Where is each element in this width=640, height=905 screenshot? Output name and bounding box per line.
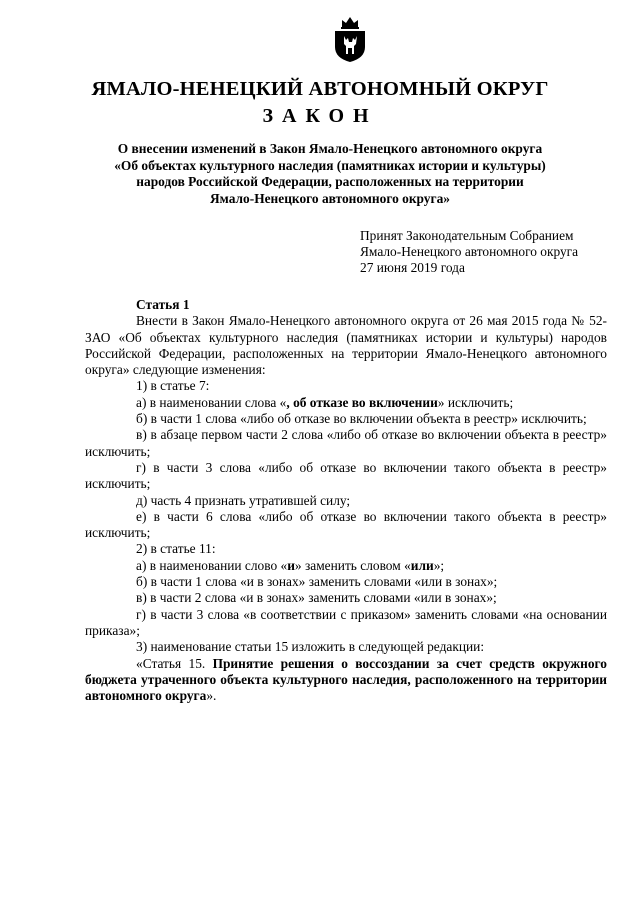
article-1: [85, 297, 607, 704]
title-line: народов Российской Федерации, расположенных на территории: [136, 174, 524, 189]
adoption-line: Принят Законодательным Собранием: [360, 228, 574, 243]
clause-1d: г) в части 3 слова «либо об отказе во включении такого объекта в реестр» исключить;: [85, 459, 607, 492]
clause-1: 1) в статье 7:: [136, 378, 210, 394]
region-name: ЯМАЛО-НЕНЕЦКИЙ АВТОНОМНЫЙ ОКРУГ: [91, 78, 549, 100]
adoption-note: [360, 228, 620, 276]
adoption-date: 27 июня 2019 года: [360, 260, 465, 275]
clause-3: 3) наименование статьи 15 изложить в следующей редакции:: [136, 639, 485, 655]
text-run: «Статья 15.: [136, 655, 213, 671]
clause-2: 2) в статье 11:: [136, 541, 216, 557]
clause-2a: [85, 558, 607, 574]
clause-1a: [85, 395, 607, 411]
text-run: а) в наименовании слова «: [136, 394, 287, 410]
text-run: » исключить;: [437, 394, 514, 410]
clause-2b: б) в части 1 слова «и в зонах» заменить словами «или в зонах»;: [136, 574, 498, 590]
adoption-line: Ямало-Ненецкого автономного округа: [360, 244, 579, 259]
article-heading: Статья 1: [136, 297, 190, 312]
clause-1c: в) в абзаце первом части 2 слова «либо об отказе во включении объекта в реестр» исключить;: [85, 427, 607, 459]
clause-2d: г) в части 3 слова «в соответствии с приказом» заменить словами «на основании приказа»;: [85, 606, 607, 638]
text-run: а) в наименовании слово «: [136, 557, 288, 573]
bold-run: или: [410, 557, 434, 573]
clause-1f: е) в части 6 слова «либо об отказе во включении такого объекта в реестр» исключить;: [85, 508, 607, 541]
text-run: ».: [206, 688, 217, 704]
bold-run: , об отказе во включении: [286, 394, 438, 410]
text-run: » заменить словом «: [294, 557, 411, 573]
clause-1b: б) в части 1 слова «либо об отказе во включении объекта в реестр» исключить;: [136, 411, 587, 427]
bold-run: Принятие решения о воссоздании за счет средств окружного бюджета утраченного объекта культурного наследия, расположенного на территории автономного округа: [85, 655, 607, 704]
text-run: »;: [433, 557, 445, 573]
clause-1e: д) часть 4 признать утратившей силу;: [136, 492, 351, 508]
clause-2c: в) в части 2 слова «и в зонах» заменить словами «или в зонах»;: [136, 590, 497, 606]
coat-of-arms-icon: [330, 14, 370, 64]
title-line: Ямало-Ненецкого автономного округа»: [210, 190, 450, 206]
title-line: О внесении изменений в Закон Ямало-Ненецкого автономного округа: [117, 141, 543, 156]
article-intro: Внести в Закон Ямало-Ненецкого автономного округа от 26 мая 2015 года № 52-ЗАО «Об объектах культурного наследия (памятниках истории и культуры) народов Российской Федерации, расположенных на территории Ямало-Ненецкого автономного округа» следующие изменения:: [85, 313, 607, 378]
law-title: [80, 141, 580, 207]
bold-run: и: [287, 557, 295, 573]
clause-3-quote: [85, 656, 607, 705]
document-type: ЗАКОН: [262, 105, 378, 127]
title-line: «Об объектах культурного наследия (памятниках истории и культуры): [114, 157, 546, 173]
